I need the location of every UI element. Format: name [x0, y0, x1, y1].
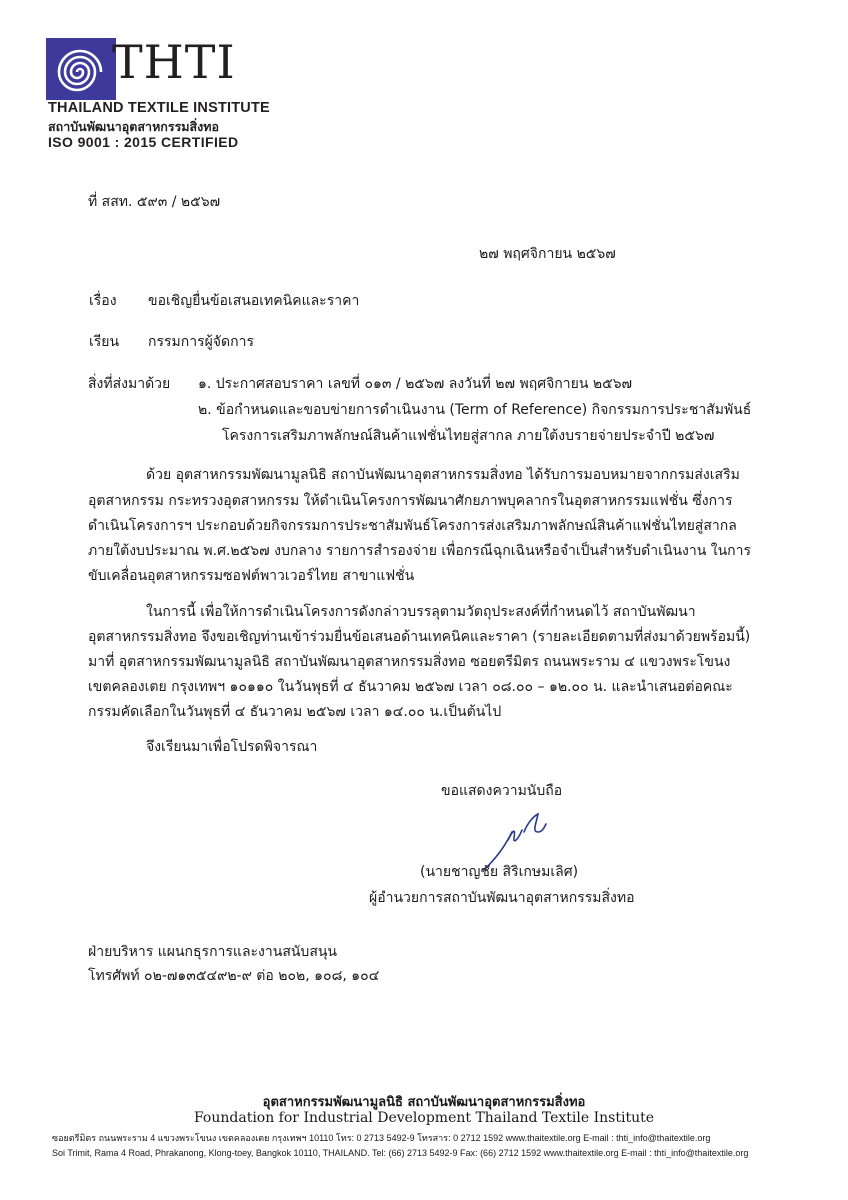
paragraph-line: อุตสาหกรรมสิ่งทอ จึงขอเชิญท่านเข้าร่วมยื่นข้อเสนอด้านเทคนิคและราคา (รายละเอียดตามที่ส่งมาด้วยพร้อมนี้): [88, 629, 751, 645]
subject-value: ขอเชิญยื่นข้อเสนอเทคนิคและราคา: [148, 293, 360, 309]
enclosures-label: สิ่งที่ส่งมาด้วย: [88, 376, 171, 392]
iso-certification: ISO 9001 : 2015 CERTIFIED: [48, 134, 239, 150]
paragraph-line: เขตคลองเตย กรุงเทพฯ ๑๐๑๑๐ ในวันพุธที่ ๔ ธันวาคม ๒๕๖๗ เวลา ๐๘.๐๐ – ๑๒.๐๐ น. และนำเสนอต่อคณะ: [88, 679, 733, 695]
reference-number: ที่ สสท. ๕๙๓ / ๒๕๖๗: [88, 194, 221, 210]
letterhead-logo: [46, 34, 270, 154]
letter-date: ๒๗ พฤศจิกายน ๒๕๖๗: [479, 246, 616, 262]
closing-sentence: จึงเรียนมาเพื่อโปรดพิจารณา: [146, 739, 318, 755]
recipient-label: เรียน: [89, 334, 120, 350]
paragraph-line: ด้วย อุตสาหกรรมพัฒนามูลนิธิ สถาบันพัฒนาอุตสาหกรรมสิ่งทอ ได้รับการมอบหมายจากกรมส่งเสริม: [146, 467, 740, 483]
institute-name-th: สถาบันพัฒนาอุตสาหกรรมสิ่งทอ: [48, 119, 220, 134]
phone-number: โทรศัพท์ ๐๒-๗๑๓๕๔๙๒-๙ ต่อ ๒๐๒, ๑๐๘, ๑๐๔: [88, 968, 380, 984]
recipient-value: กรรมการผู้จัดการ: [148, 334, 254, 350]
paragraph-line: ขับเคลื่อนอุตสาหกรรมซอฟต์พาวเวอร์ไทย สาขาแฟชั่น: [88, 568, 415, 584]
enclosure-item-continued: โครงการเสริมภาพลักษณ์สินค้าแฟชั่นไทยสู่สากล ภายใต้งบรายจ่ายประจำปี ๒๕๖๗: [222, 428, 715, 444]
paragraph-line: อุตสาหกรรม กระทรวงอุตสาหกรรม ให้ดำเนินโครงการพัฒนาศักยภาพบุคลากรในอุตสาหกรรมแฟชั่น ซึ่งการ: [88, 493, 733, 509]
paragraph-line: กรรมคัดเลือกในวันพุธที่ ๔ ธันวาคม ๒๕๖๗ เวลา ๑๔.๐๐ น.เป็นต้นไป: [88, 704, 502, 720]
subject-label: เรื่อง: [89, 293, 117, 309]
paragraph-line: มาที่ อุตสาหกรรมพัฒนามูลนิธิ สถาบันพัฒนาอุตสาหกรรมสิ่งทอ ซอยตรีมิตร ถนนพระราม ๔ แขวงพระโขนง: [88, 654, 731, 670]
enclosure-item: ๒. ข้อกำหนดและขอบข่ายการดำเนินงาน (Term of Reference) กิจกรรมการประชาสัมพันธ์: [198, 402, 752, 418]
signer-name: (นายชาญชัย สิริเกษมเลิศ): [420, 864, 579, 880]
complimentary-close: ขอแสดงความนับถือ: [441, 783, 563, 799]
institute-name-en: THAILAND TEXTILE INSTITUTE: [48, 100, 270, 116]
footer-address-en: Soi Trimit, Rama 4 Road, Phrakanong, Klong-toey, Bangkok 10110, THAILAND. Tel: (66) 2713 5492-9 Fax: (66) 2712 1592 www.thaitextile.org E-mail : thti_info@thaitextile.org: [52, 1148, 749, 1158]
footer-org-th: อุตสาหกรรมพัฒนามูลนิธิ สถาบันพัฒนาอุตสาหกรรมสิ่งทอ: [262, 1095, 586, 1110]
enclosure-item: ๑. ประกาศสอบราคา เลขที่ ๐๑๓ / ๒๕๖๗ ลงวันที่ ๒๗ พฤศจิกายน ๒๕๖๗: [198, 376, 633, 392]
footer-org-en: Foundation for Industrial Development Thailand Textile Institute: [193, 1110, 655, 1126]
department: ฝ่ายบริหาร แผนกธุรการและงานสนับสนุน: [88, 944, 338, 960]
paragraph-line: ดำเนินโครงการฯ ประกอบด้วยกิจกรรมการประชาสัมพันธ์โครงการส่งเสริมภาพลักษณ์สินค้าแฟชั่นไทยสู่สากล: [88, 518, 737, 534]
thti-spiral-logo-icon: [46, 38, 116, 100]
paragraph-line: ภายใต้งบประมาณ พ.ศ.๒๕๖๗ งบกลาง รายการสำรองจ่าย เพื่อกรณีฉุกเฉินหรือจำเป็นสำหรับดำเนินงาน ในการ: [88, 543, 752, 559]
logo-wordmark: THTI: [112, 35, 236, 89]
footer-address-th: ซอยตรีมิตร ถนนพระราม 4 แขวงพระโขนง เขตคลองเตย กรุงเทพฯ 10110 โทร: 0 2713 5492-9 โทรสาร: 0 2712 1592 www.thaitextile.org E-mail : thti_info@thaitextile.org: [52, 1133, 711, 1143]
paragraph-line: ในการนี้ เพื่อให้การดำเนินโครงการดังกล่าวบรรลุตามวัตถุประสงค์ที่กำหนดไว้ สถาบันพัฒนา: [146, 604, 696, 620]
signer-title: ผู้อำนวยการสถาบันพัฒนาอุตสาหกรรมสิ่งทอ: [369, 890, 635, 906]
